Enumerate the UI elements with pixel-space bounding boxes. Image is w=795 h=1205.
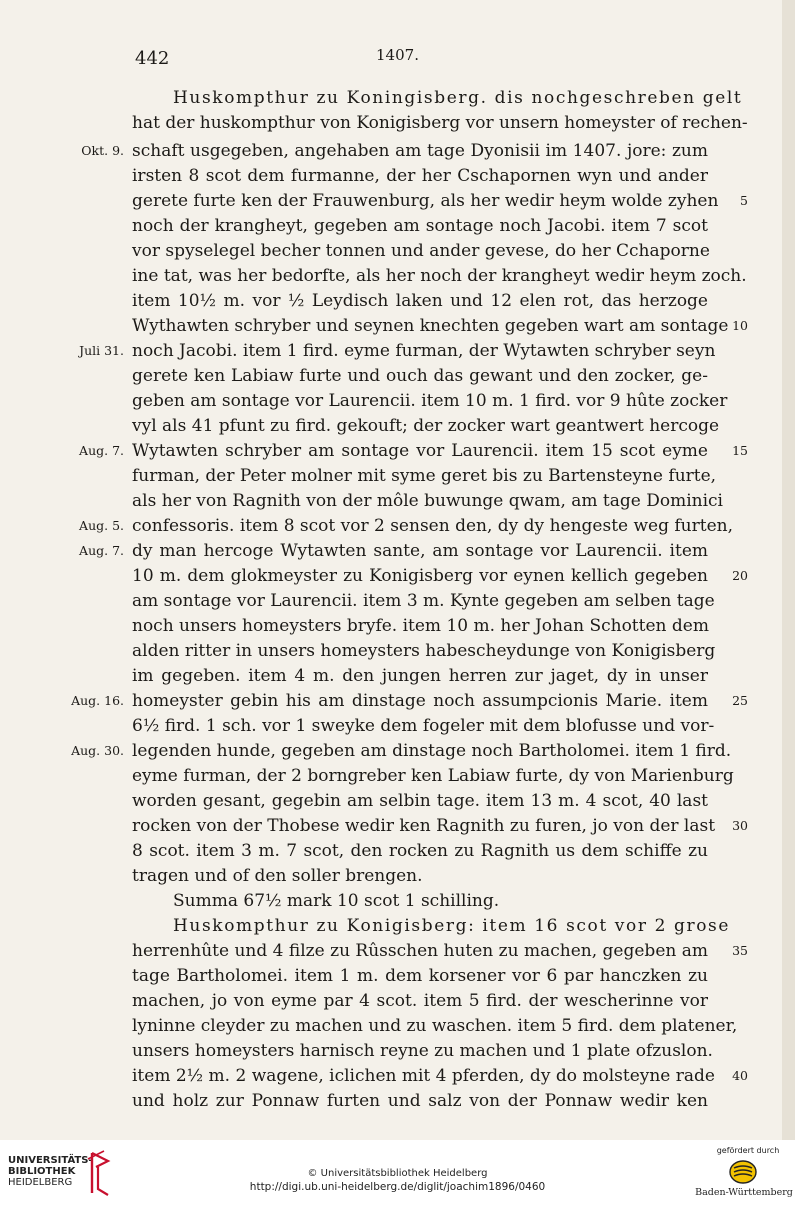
margin-date: Aug. 30. bbox=[71, 743, 124, 758]
margin-date: Aug. 7. bbox=[79, 443, 124, 458]
text-line: eyme furman, der 2 borngreber ken Labiaw furte, dy von Marienburg bbox=[132, 766, 734, 786]
margin-date: Aug. 7. bbox=[79, 543, 124, 558]
text-line: Wythawten schryber und seynen knechten gegeben wart am sontage bbox=[132, 316, 729, 336]
text-line: noch unsers homeysters bryfe. item 10 m. her Johan Schotten dem bbox=[132, 616, 709, 636]
margin-date: Aug. 5. bbox=[79, 518, 124, 533]
text-line: gerete furte ken der Frauwenburg, als her wedir heym wolde zyhen bbox=[132, 191, 719, 211]
line-number: 15 bbox=[732, 443, 748, 458]
funded-by-label: gefördert durch bbox=[716, 1146, 780, 1155]
text-line: alden ritter in unsers homeysters habescheydunge von Konigisberg bbox=[132, 641, 716, 661]
margin-date: Juli 31. bbox=[79, 343, 124, 358]
text-line: item 10½ m. vor ½ Leydisch laken und 12 elen rot, das herzoge bbox=[132, 291, 708, 311]
text-line: irsten 8 scot dem furmanne, der her Cschapornen wyn und ander bbox=[132, 166, 708, 186]
copyright-notice: © Universitätsbibliothek Heidelberg bbox=[307, 1168, 488, 1179]
line-number: 40 bbox=[732, 1068, 748, 1083]
text-line: item 2½ m. 2 wagene, iclichen mit 4 pferden, dy do molsteyne rade bbox=[132, 1066, 715, 1086]
margin-date: Okt. 9. bbox=[81, 143, 124, 158]
year-heading: 1407. bbox=[376, 46, 419, 64]
funder-name: Baden-Württemberg bbox=[695, 1187, 793, 1198]
text-line: noch der krangheyt, gegeben am sontage noch Jacobi. item 7 scot bbox=[132, 216, 708, 236]
library-name-line3: HEIDELBERG bbox=[8, 1177, 73, 1188]
text-line: lyninne cleyder zu machen und zu waschen. item 5 fird. dem platener, bbox=[132, 1016, 738, 1036]
text-line: am sontage vor Laurencii. item 3 m. Kynte gegeben am selben tage bbox=[132, 591, 715, 611]
library-name-line2: BIBLIOTHEK bbox=[8, 1166, 76, 1177]
text-line: legenden hunde, gegeben am dinstage noch Bartholomei. item 1 fird. bbox=[132, 741, 732, 761]
line-number: 35 bbox=[732, 943, 748, 958]
text-line: hat der huskompthur von Konigisberg vor unsern homeyster of rechen- bbox=[132, 113, 748, 133]
text-line: gerete ken Labiaw furte und ouch das gewant und den zocker, ge- bbox=[132, 366, 708, 386]
text-line: ine tat, was her bedorfte, als her noch der krangheyt wedir heym zoch. bbox=[132, 266, 747, 286]
line-number: 25 bbox=[732, 693, 748, 708]
text-line: im gegeben. item 4 m. den jungen herren zur jaget, dy in unser bbox=[132, 666, 708, 686]
text-line: confessoris. item 8 scot vor 2 sensen den, dy dy hengeste weg furten, bbox=[132, 516, 733, 536]
text-line: dy man hercoge Wytawten sante, am sontage vor Laurencii. item bbox=[132, 541, 708, 561]
page-edge bbox=[782, 0, 795, 1140]
line-number: 30 bbox=[732, 818, 748, 833]
footer bbox=[0, 1140, 795, 1205]
text-line: worden gesant, gegebin am selbin tage. item 13 m. 4 scot, 40 last bbox=[132, 791, 708, 811]
text-line: 6½ fird. 1 sch. vor 1 sweyke dem fogeler mit dem blofusse und vor- bbox=[132, 716, 715, 736]
text-line: geben am sontage vor Laurencii. item 10 m. 1 fird. vor 9 hûte zocker bbox=[132, 391, 728, 411]
line-number: 5 bbox=[740, 193, 748, 208]
text-line: tragen und of den soller brengen. bbox=[132, 866, 423, 886]
text-line: rocken von der Thobese wedir ken Ragnith zu furen, jo von der last bbox=[132, 816, 716, 836]
text-line: tage Bartholomei. item 1 m. dem korsener vor 6 par hanczken zu bbox=[132, 966, 708, 986]
text-line: noch Jacobi. item 1 fird. eyme furman, der Wytawten schryber seyn bbox=[132, 341, 716, 361]
text-line: schaft usgegeben, angehaben am tage Dyonisii im 1407. jore: zum bbox=[132, 141, 708, 161]
permalink-url[interactable]: http://digi.ub.uni-heidelberg.de/diglit/joachim1896/0460 bbox=[249, 1181, 546, 1193]
line-number: 10 bbox=[732, 318, 748, 333]
text-line: 8 scot. item 3 m. 7 scot, den rocken zu Ragnith us dem schiffe zu bbox=[132, 841, 708, 861]
text-line: und holz zur Ponnaw furten und salz von der Ponnaw wedir ken bbox=[132, 1091, 708, 1111]
text-line: 10 m. dem glokmeyster zu Konigisberg vor eynen kellich gegeben bbox=[132, 566, 708, 586]
text-line: herrenhûte und 4 filze zu Rûsschen huten zu machen, gegeben am bbox=[132, 941, 708, 961]
page-header bbox=[0, 46, 795, 74]
text-line: Huskompthur zu Koningisberg. dis nochgeschreben gelt bbox=[173, 88, 743, 108]
text-line: unsers homeysters harnisch reyne zu machen und 1 plate ofzuslon. bbox=[132, 1041, 713, 1061]
text-line: Wytawten schryber am sontage vor Laurencii. item 15 scot eyme bbox=[132, 441, 708, 461]
text-line: vor spyselegel becher tonnen und ander gevese, do her Cchaporne bbox=[132, 241, 710, 261]
text-line: Huskompthur zu Konigisberg: item 16 scot vor 2 grose bbox=[173, 916, 731, 936]
page-number: 442 bbox=[135, 48, 170, 69]
baden-wuerttemberg-seal-icon bbox=[728, 1159, 758, 1185]
line-number: 20 bbox=[732, 568, 748, 583]
library-name-line1: UNIVERSITÄTS- bbox=[8, 1155, 93, 1166]
text-line: furman, der Peter molner mit syme geret bis zu Bartensteyne furte, bbox=[132, 466, 717, 486]
sum-line: Summa 67½ mark 10 scot 1 schilling. bbox=[173, 891, 500, 911]
text-line: machen, jo von eyme par 4 scot. item 5 fird. der wescherinne vor bbox=[132, 991, 708, 1011]
margin-date: Aug. 16. bbox=[71, 693, 124, 708]
text-line: homeyster gebin his am dinstage noch assumpcionis Marie. item bbox=[132, 691, 708, 711]
text-line: als her von Ragnith von der môle buwunge qwam, am tage Dominici bbox=[132, 491, 723, 511]
text-line: vyl als 41 pfunt zu fird. gekouft; der zocker wart geantwert hercoge bbox=[132, 416, 720, 436]
